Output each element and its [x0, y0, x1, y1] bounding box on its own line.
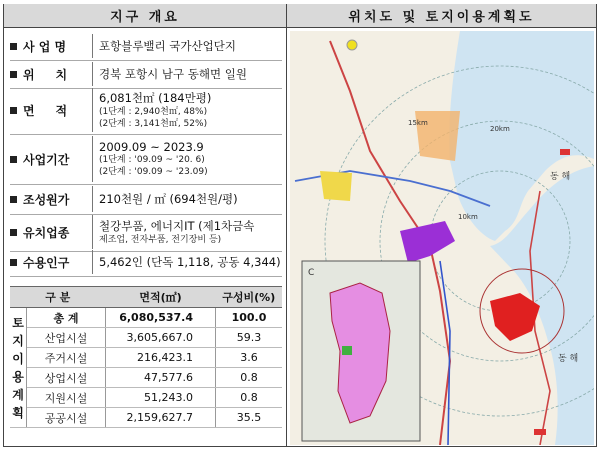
sea-label: 동 해 [550, 172, 571, 182]
land-use-table [10, 286, 282, 428]
header-ratio: 구성비(%) [216, 287, 283, 308]
overview-label-text: 조성원가 [23, 192, 70, 207]
row-area: 2,159,627.7 [106, 408, 216, 428]
overview-label [10, 215, 92, 249]
overview-value-sub: (1단계 : '09.09 ~ '20. 6) [99, 155, 205, 165]
row-divider [10, 134, 282, 135]
row-divider [10, 184, 282, 185]
overview-label [10, 250, 92, 274]
right-title: 위치도 및 토지이용계획도 [287, 4, 596, 28]
overview-row [10, 250, 282, 274]
bullet-icon [10, 107, 17, 114]
row-ratio: 0.8 [216, 368, 283, 388]
row-name: 총 계 [27, 308, 106, 328]
side-label-char: 이 [12, 351, 24, 366]
row-area: 47,577.6 [106, 368, 216, 388]
row-name: 상업시설 [27, 368, 106, 388]
side-label-text [10, 314, 26, 422]
side-label-char: 지 [12, 333, 24, 348]
row-area: 3,605,667.0 [106, 328, 216, 348]
land-use-side-label [10, 308, 27, 428]
bullet-icon [10, 259, 17, 266]
overview-row [10, 88, 282, 132]
table-row [10, 408, 282, 428]
overview-label [10, 34, 92, 58]
overview-value-main: 경북 포항시 남구 동해면 일원 [99, 67, 247, 81]
overview-value-main: 포항블루밸리 국가산업단지 [99, 39, 236, 53]
overview-label-text: 사업기간 [23, 152, 70, 167]
table-row [10, 308, 282, 328]
row-name: 주거시설 [27, 348, 106, 368]
location-map [290, 31, 594, 445]
overview-label-text: 위 치 [23, 67, 68, 82]
overview-value [92, 215, 282, 249]
yellow-zone [320, 171, 352, 201]
distance-label: 15km [408, 119, 428, 127]
overview-value [92, 186, 282, 212]
overview-value-main: 철강부품, 에너지IT (제1차금속 [99, 219, 255, 233]
bullet-icon [10, 43, 17, 50]
overview-value [92, 62, 282, 86]
row-name: 공공시설 [27, 408, 106, 428]
overview-value-sub: (1단계 : 2,940천㎡, 48%) [99, 107, 208, 117]
row-divider [10, 276, 282, 277]
table-row [10, 368, 282, 388]
overview-row [10, 215, 282, 249]
header-category: 구 분 [10, 287, 106, 308]
overview-label [10, 62, 92, 86]
overview-value-main: 6,081천㎡ (184만평) [99, 91, 212, 105]
overview-value [92, 136, 282, 182]
overview-value-main: 210천원 / ㎡ (694천원/평) [99, 192, 238, 206]
row-area: 6,080,537.4 [106, 308, 216, 328]
overview-value [92, 34, 282, 58]
overview-row [10, 186, 282, 212]
row-ratio: 59.3 [216, 328, 283, 348]
bullet-icon [10, 71, 17, 78]
left-title: 지구 개요 [4, 4, 286, 28]
overview-value-main: 5,462인 (단독 1,118, 공동 4,344) [99, 255, 281, 269]
overview-label-text: 유치업종 [23, 225, 70, 240]
row-ratio: 0.8 [216, 388, 283, 408]
bullet-icon [10, 229, 17, 236]
side-label-char: 용 [12, 369, 24, 384]
location-marker [347, 40, 357, 50]
side-label-char: 획 [12, 405, 24, 420]
inset-green-zone [342, 346, 352, 355]
bullet-icon [10, 196, 17, 203]
row-name: 산업시설 [27, 328, 106, 348]
row-ratio: 3.6 [216, 348, 283, 368]
row-area: 216,423.1 [106, 348, 216, 368]
side-label-char: 계 [12, 387, 24, 402]
row-ratio: 35.5 [216, 408, 283, 428]
row-name: 지원시설 [27, 388, 106, 408]
location-marker [534, 429, 546, 435]
overview-row [10, 34, 282, 58]
row-ratio: 100.0 [216, 308, 283, 328]
overview-value-sub: (2단계 : 3,141천㎡, 52%) [99, 119, 208, 129]
table-row [10, 348, 282, 368]
table-header-row [10, 287, 282, 308]
distance-label: 20km [490, 125, 510, 133]
overview-label [10, 88, 92, 132]
overview-value-main: 2009.09 ~ 2023.9 [99, 140, 204, 154]
column-divider [286, 4, 287, 447]
overview-label [10, 136, 92, 182]
overview-value-sub: 제조업, 전자부품, 전기장비 등) [99, 235, 222, 245]
bullet-icon [10, 156, 17, 163]
overview-row [10, 62, 282, 86]
sea-label: 동 해 [558, 354, 579, 364]
overview-value [92, 88, 282, 132]
overview-value-sub: (2단계 : '09.09 ~ '23.09) [99, 167, 208, 177]
overview-value [92, 250, 282, 274]
overview-label-text: 사 업 명 [23, 39, 67, 54]
row-area: 51,243.0 [106, 388, 216, 408]
overview-label-text: 수용인구 [23, 255, 70, 270]
table-row [10, 388, 282, 408]
header-area: 면적(㎡) [106, 287, 216, 308]
overview-row [10, 136, 282, 182]
row-divider [10, 60, 282, 61]
inset-symbol: C [308, 268, 315, 278]
overview-label [10, 186, 92, 212]
side-label-char: 토 [12, 315, 24, 330]
distance-label: 10km [458, 213, 478, 221]
table-row [10, 328, 282, 348]
overview-label-text: 면 적 [23, 103, 68, 118]
location-marker [560, 149, 570, 155]
